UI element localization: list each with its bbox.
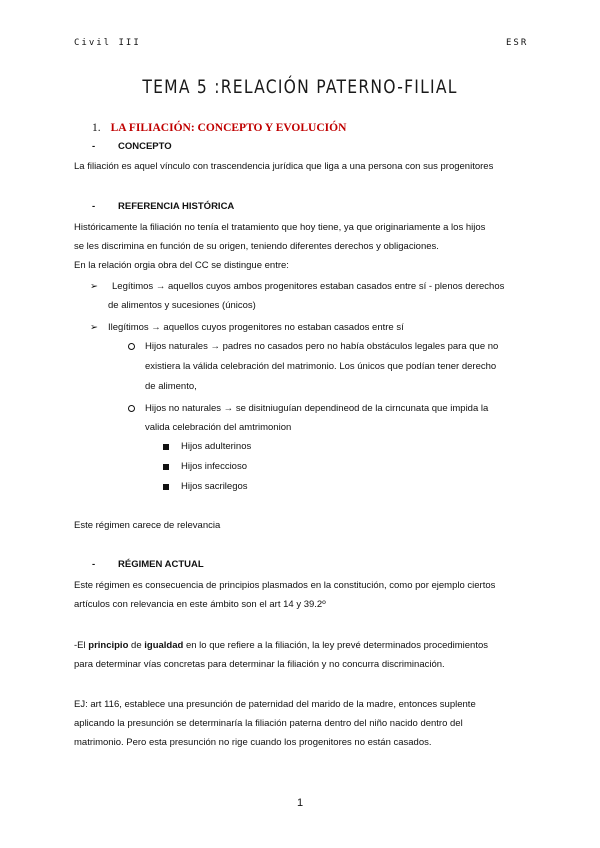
section-number: 1. bbox=[92, 122, 101, 134]
no-naturales-line1: Hijos no naturales → se disitniuguían dependineod de la cirncunata que impida la bbox=[145, 403, 489, 414]
arrow-bullet-icon: ➢ bbox=[90, 322, 98, 333]
square-bullet-icon bbox=[163, 464, 169, 470]
igualdad-prefix: -El bbox=[74, 640, 86, 651]
igualdad-rest: en lo que refiere a la filiación, la ley prevé determinados procedimientos bbox=[185, 640, 489, 651]
igualdad-line2: para determinar vías concretas para determinar la filiación y no concurra discriminación. bbox=[74, 659, 445, 670]
concepto-text: La filiación es aquel vínculo con trascendencia jurídica que liga a una persona con sus progenitores bbox=[74, 161, 494, 172]
ej-line2: aplicando la presunción se determinaría la filiación paterna dentro del niño nacido dentro del bbox=[74, 718, 463, 729]
regimen-heading-label: RÉGIMEN ACTUAL bbox=[118, 559, 204, 570]
igualdad-bold-principio: principio bbox=[88, 640, 129, 651]
dash-marker: - bbox=[92, 559, 96, 570]
regimen-p1-line1: Este régimen es consecuencia de principios plasmados en la constitución, como por ejemplo ciertos bbox=[74, 580, 496, 591]
referencia-heading bbox=[92, 201, 234, 212]
naturales-line2: existiera la válida celebración del matrimonio. Los únicos que podían tener derecho bbox=[145, 361, 497, 372]
circle-bullet-icon bbox=[128, 405, 135, 412]
referencia-p2: En la relación orgia obra del CC se distingue entre: bbox=[74, 260, 289, 271]
naturales-line3: de alimento, bbox=[145, 381, 197, 392]
regimen-p1-line2: artículos con relevancia en este ámbito son el art 14 y 39.2º bbox=[74, 599, 326, 610]
dash-marker: - bbox=[92, 201, 96, 212]
igualdad-line1 bbox=[74, 637, 526, 655]
referencia-p1-line1: Históricamente la filiación no tenía el tratamiento que hoy tiene, ya que originariamente a los hijos bbox=[74, 222, 486, 233]
dash-marker: - bbox=[92, 141, 96, 152]
subitem-infeccioso: Hijos infeccioso bbox=[181, 461, 247, 472]
square-bullet-icon bbox=[163, 444, 169, 450]
referencia-p1-line2: se les discrimina en función de su origen, teniendo diferentes derechos y obligaciones. bbox=[74, 241, 439, 252]
ej-line1: EJ: art 116, establece una presunción de paternidad del marido de la madre, entonces suplente bbox=[74, 699, 476, 710]
igualdad-bold-igualdad: igualdad bbox=[144, 640, 184, 651]
section-heading bbox=[92, 122, 346, 134]
concepto-heading bbox=[92, 141, 172, 152]
arrow-bullet-icon: ➢ bbox=[90, 281, 98, 292]
subitem-sacrilegos: Hijos sacrilegos bbox=[181, 481, 248, 492]
ilegitimos-line: Ilegítimos → aquellos cuyos progenitores no estaban casados entre sí bbox=[108, 322, 404, 333]
square-bullet-icon bbox=[163, 484, 169, 490]
regimen-heading bbox=[92, 559, 204, 570]
legitimos-line1: Legítimos → aquellos cuyos ambos progenitores estaban casados entre sí - plenos derechos bbox=[112, 281, 505, 292]
igualdad-mid: de bbox=[131, 640, 142, 651]
subitem-adulterinos: Hijos adulterinos bbox=[181, 441, 252, 452]
referencia-heading-label: REFERENCIA HISTÓRICA bbox=[118, 201, 235, 212]
referencia-closing: Este régimen carece de relevancia bbox=[74, 520, 221, 531]
page-title: TEMA 5 :RELACIÓN PATERNO-FILIAL bbox=[142, 76, 458, 98]
naturales-line1: Hijos naturales → padres no casados pero no había obstáculos legales para que no bbox=[145, 341, 499, 352]
ej-line3: matrimonio. Pero esta presunción no rige cuando los progenitores no están casados. bbox=[74, 737, 432, 748]
no-naturales-line2: valida celebración del amtrimonion bbox=[145, 422, 292, 433]
legitimos-line2: de alimentos y sucesiones (únicos) bbox=[108, 300, 256, 311]
concepto-heading-label: CONCEPTO bbox=[118, 141, 172, 152]
circle-bullet-icon bbox=[128, 343, 135, 350]
page-number: 1 bbox=[296, 797, 304, 809]
header-left: Civil III bbox=[74, 38, 141, 48]
section-label: LA FILIACIÓN: CONCEPTO Y EVOLUCIÓN bbox=[110, 122, 347, 134]
header-right: ESR bbox=[506, 38, 529, 48]
